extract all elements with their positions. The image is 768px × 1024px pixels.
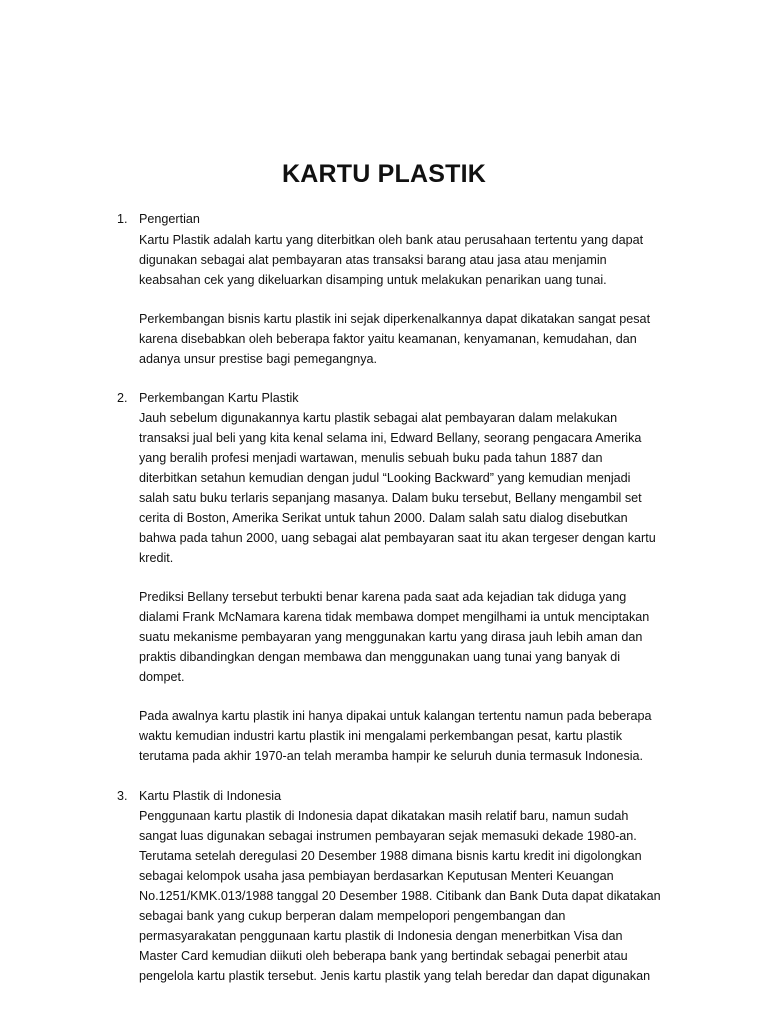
text-line: Terutama setelah deregulasi 20 Desember 1988 dimana bisnis kartu kredit ini digolongkan <box>139 849 642 863</box>
text-line: Master Card kemudian diikuti oleh beberapa bank yang bertindak sebagai penerbit atau <box>139 949 628 963</box>
section-number: 2. <box>117 391 128 405</box>
text-line: Jauh sebelum digunakannya kartu plastik sebagai alat pembayaran dalam melakukan <box>139 411 618 425</box>
section-heading: Perkembangan Kartu Plastik <box>139 391 299 405</box>
text-line: dompet. <box>139 670 185 684</box>
text-line: sebagai bank yang cukup berperan dalam mempelopori pengembangan dan <box>139 909 566 923</box>
text-line: cerita di Boston, Amerika Serikat untuk tahun 2000. Dalam salah satu dialog disebutkan <box>139 511 628 525</box>
section-number: 3. <box>117 789 128 803</box>
paragraph <box>139 309 679 369</box>
paragraph <box>139 587 679 687</box>
text-line: pengelola kartu plastik tersebut. Jenis kartu plastik yang telah beredar dan dapat digunakan <box>139 969 651 983</box>
text-line: Prediksi Bellany tersebut terbukti benar karena pada saat ada kejadian tak diduga yang <box>139 590 627 604</box>
text-line: permasyarakatan penggunaan kartu plastik di Indonesia dengan menerbitkan Visa dan <box>139 929 623 943</box>
paragraph <box>139 806 679 986</box>
text-line: sebagai kelompok usaha jasa pembiayan berdasarkan Keputusan Menteri Keuangan <box>139 869 614 883</box>
text-line: bahwa pada tahun 2000, uang sebagai alat pembayaran saat itu akan tergeser dengan kartu <box>139 531 656 545</box>
section-heading: Kartu Plastik di Indonesia <box>139 789 282 803</box>
paragraph <box>139 230 679 290</box>
document-title: KARTU PLASTIK <box>282 160 486 188</box>
section-heading: Pengertian <box>139 212 200 226</box>
text-line: Penggunaan kartu plastik di Indonesia dapat dikatakan masih relatif baru, namun sudah <box>139 809 629 823</box>
text-line: salah satu buku terlaris sepanjang masanya. Dalam buku tersebut, Bellany mengambil set <box>139 491 642 505</box>
text-line: adanya unsur prestise bagi pemegangnya. <box>139 352 378 366</box>
text-line: karena disebabkan oleh beberapa faktor yaitu keamanan, kenyamanan, kemudahan, dan <box>139 332 637 346</box>
text-line: terutama pada akhir 1970-an telah meramba hampir ke seluruh dunia termasuk Indonesia. <box>139 749 644 763</box>
text-line: digunakan sebagai alat pembayaran atas transaksi barang atau jasa atau menjamin <box>139 253 607 267</box>
text-line: dialami Frank McNamara karena tidak membawa dompet mengilhami ia untuk menciptakan <box>139 610 650 624</box>
paragraph <box>139 408 679 568</box>
paragraph <box>139 706 679 766</box>
section-number: 1. <box>117 212 128 226</box>
text-line: sangat luas digunakan sebagai instrumen pembayaran sejak memasuki dekade 1980-an. <box>139 829 637 843</box>
text-line: transaksi jual beli yang kita kenal selama ini, Edward Bellany, seorang pengacara Amerika <box>139 431 642 445</box>
text-line: praktis dibandingkan dengan membawa dan menggunakan uang tunai yang banyak di <box>139 650 621 664</box>
text-line: No.1251/KMK.013/1988 tanggal 20 Desember 1988. Citibank dan Bank Duta dapat dikatakan <box>139 889 661 903</box>
text-line: waktu kemudian industri kartu plastik ini mengalami perkembangan pesat, kartu plastik <box>139 729 623 743</box>
text-line: Pada awalnya kartu plastik ini hanya dipakai untuk kalangan tertentu namun pada beberapa <box>139 709 652 723</box>
text-line: diterbitkan setahun kemudian dengan judul “Looking Backward” yang kemudian menjadi <box>139 471 631 485</box>
text-line: kredit. <box>139 551 174 565</box>
text-line: Kartu Plastik adalah kartu yang diterbitkan oleh bank atau perusahaan tertentu yang dapat <box>139 233 644 247</box>
text-line: keabsahan cek yang dikeluarkan disamping untuk melakukan penarikan uang tunai. <box>139 273 607 287</box>
text-line: suatu mekanisme pembayaran yang menggunakan kartu yang dirasa jauh lebih aman dan <box>139 630 643 644</box>
text-line: Perkembangan bisnis kartu plastik ini sejak diperkenalkannya dapat dikatakan sangat pesat <box>139 312 651 326</box>
text-line: yang beralih profesi menjadi wartawan, menulis sebuah buku pada tahun 1887 dan <box>139 451 603 465</box>
